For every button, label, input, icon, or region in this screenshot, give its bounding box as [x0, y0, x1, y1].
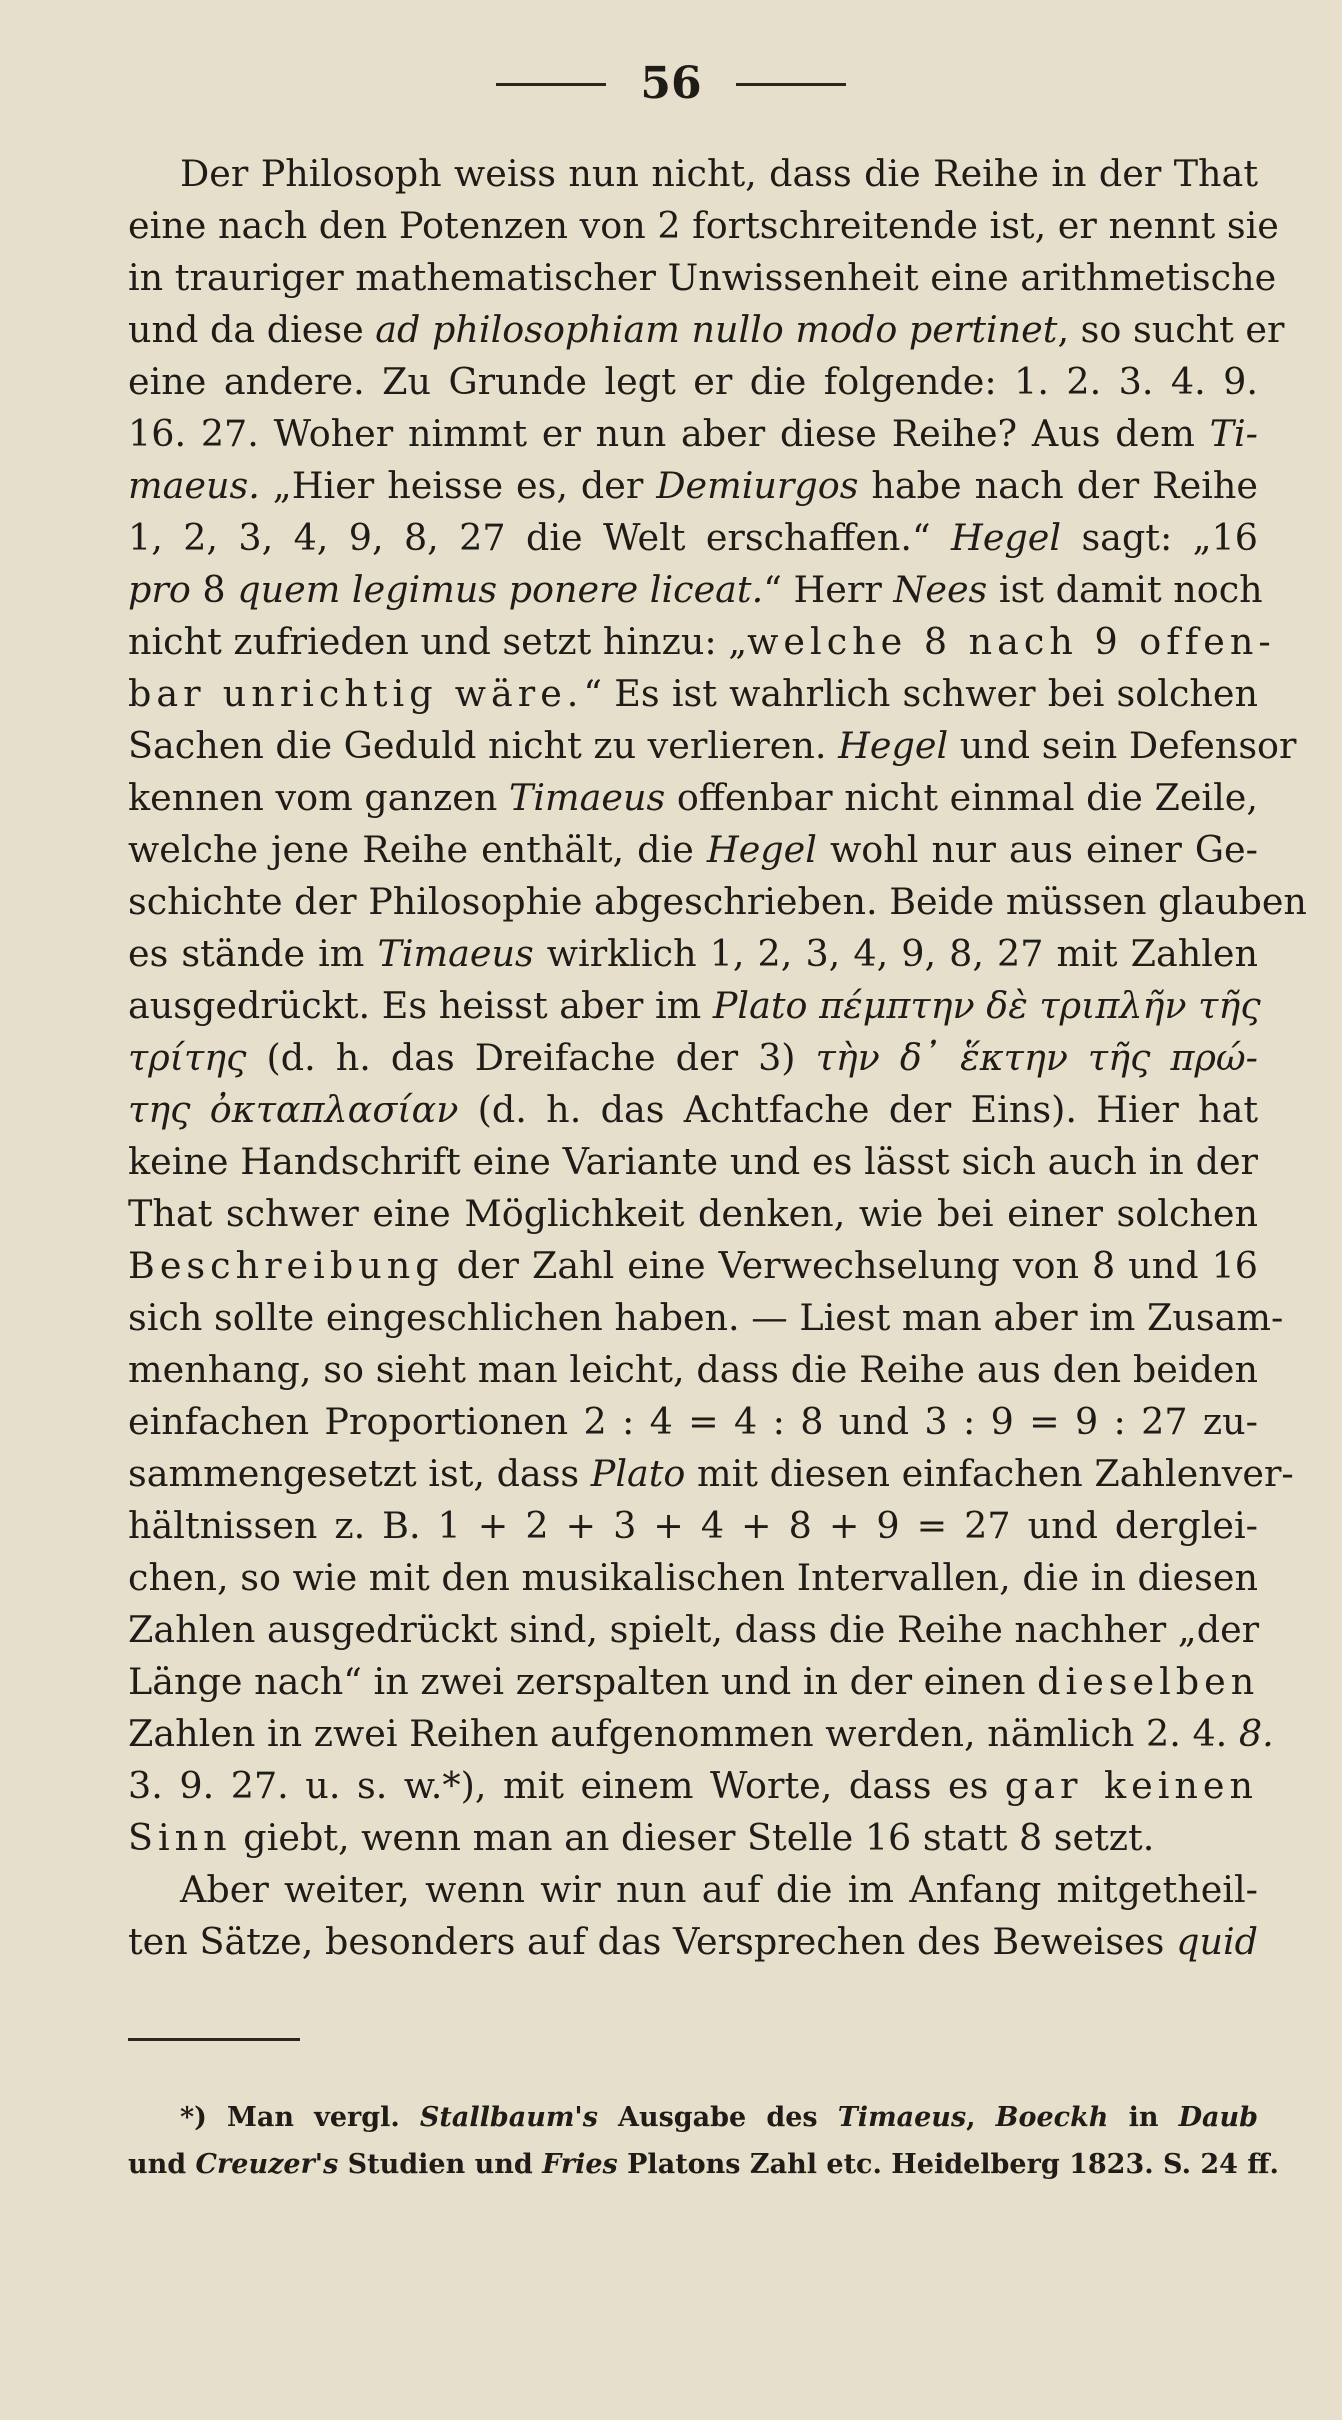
- paragraph1-text: Beschreibung: [128, 1244, 444, 1287]
- paragraph1-line: [128, 408, 1258, 460]
- paragraph1-line: [128, 1084, 1258, 1136]
- paragraph1-text: Timaeus: [509, 776, 666, 819]
- paragraph1-text: sich sollte eingeschlichen haben. — Liest man aber im Zusam-: [128, 1296, 1284, 1339]
- paragraph1-text: Plato: [712, 984, 808, 1027]
- paragraph1-text: „Hier heisse es, der: [259, 464, 657, 507]
- paragraph1-text: giebt, wenn man an dieser Stelle 16 statt 8 setzt.: [231, 1816, 1155, 1859]
- paragraph1-text: es stände im: [128, 932, 378, 975]
- paragraph1-text: maeus.: [128, 464, 260, 507]
- paragraph1-text: welche 8 nach 9 offen-: [747, 620, 1276, 663]
- footnote-text: ,: [966, 2102, 996, 2133]
- paragraph1-text: wirklich 1, 2, 3, 4, 9, 8, 27 mit Zahlen: [533, 932, 1259, 975]
- paragraph1-text: ist damit noch: [987, 568, 1263, 611]
- paragraph1-text: kennen vom ganzen: [128, 776, 510, 819]
- header-dash-right: [736, 83, 846, 86]
- paragraph1-text: bar unrichtig wäre.: [128, 672, 584, 715]
- paragraph1-text: 16. 27. Woher nimmt er nun aber diese Reihe? Aus dem: [128, 412, 1210, 455]
- paragraph1-text: sammengesetzt ist, dass: [128, 1452, 591, 1495]
- paragraph1-text: (d. h. das Achtfache der Eins). Hier hat: [458, 1088, 1258, 1131]
- paragraph1-line: [128, 1760, 1258, 1812]
- paragraph1-line: [128, 356, 1258, 408]
- paragraph2-text: Aber weiter, wenn wir nun auf die im Anfang mitgetheil-: [180, 1868, 1258, 1911]
- paragraph1-line: [128, 720, 1297, 772]
- paragraph1-text: dieselben: [1037, 1660, 1260, 1703]
- paragraph1-text: Nees: [893, 568, 988, 611]
- footnote-text: Daub: [1178, 2102, 1258, 2133]
- paragraph1-line: [128, 1188, 1258, 1240]
- footnote-line: [128, 2141, 1279, 2188]
- paragraph1-text: gar keinen: [1004, 1764, 1258, 1807]
- paragraph1-text: ad philosophiam nullo modo pertinet: [375, 308, 1058, 351]
- paragraph1-text: Sachen die Geduld nicht zu verlieren.: [128, 724, 839, 767]
- paragraph1-text: eine nach den Potenzen von 2 fortschreitende ist, er nennt sie: [128, 204, 1279, 247]
- paragraph1-line: [128, 460, 1258, 512]
- paragraph1-line: [128, 928, 1258, 980]
- footnote-rule: [128, 2038, 300, 2041]
- paragraph1-line: [128, 252, 1277, 304]
- paragraph1-text: in trauriger mathematischer Unwissenheit eine arithmetische: [128, 256, 1277, 299]
- paragraph2-line: [128, 1864, 1258, 1916]
- paragraph1-line: [128, 1812, 1258, 1864]
- paragraph1-line: [128, 1344, 1258, 1396]
- paragraph1-text: ausgedrückt. Es heisst aber im: [128, 984, 713, 1027]
- footnote-line: [128, 2094, 1258, 2141]
- paragraph1-text: schichte der Philosophie abgeschrieben. Beide müssen glauben: [128, 880, 1307, 923]
- paragraph1-line: [128, 1448, 1294, 1500]
- paragraph1-text: Demiurgos: [656, 464, 859, 507]
- paragraph1-text: offenbar nicht einmal die Zeile,: [665, 776, 1258, 819]
- paragraph1-text: welche jene Reihe enthält, die: [128, 828, 707, 871]
- page-number: 56: [640, 58, 702, 109]
- paragraph1-line: [128, 304, 1285, 356]
- footnote-text: Platons Zahl etc. Heidelberg 1823. S. 24 ff.: [617, 2149, 1279, 2180]
- paragraph1-text: Plato: [590, 1452, 686, 1495]
- paragraph2-text: quid: [1176, 1920, 1258, 1963]
- paragraph1-text: Ti-: [1209, 412, 1258, 455]
- paragraph1-text: (d. h. das Dreifache der 3): [246, 1036, 816, 1079]
- footnote-text: Fries: [542, 2149, 618, 2180]
- paragraph2-text: ten Sätze, besonders auf das Versprechen des Beweises: [128, 1920, 1177, 1963]
- paragraph1-text: [808, 984, 820, 1027]
- header-dash-left: [496, 83, 606, 86]
- paragraph1-line: [128, 1552, 1258, 1604]
- paragraph1-line: [128, 1396, 1258, 1448]
- paragraph1-line: [128, 200, 1279, 252]
- paragraph-1: [128, 148, 1307, 1864]
- paragraph1-text: Länge nach“ in zwei zerspalten und in der einen: [128, 1660, 1038, 1703]
- paragraph1-line: [128, 512, 1258, 564]
- paragraph1-text: habe nach der Reihe: [858, 464, 1259, 507]
- paragraph1-line: [128, 824, 1258, 876]
- paragraph1-text: einfachen Proportionen 2 : 4 = 4 : 8 und 3 : 9 = 9 : 27 zu-: [128, 1400, 1258, 1443]
- paragraph1-text: nicht zufrieden und setzt hinzu: „: [128, 620, 748, 663]
- paragraph1-text: Timaeus: [377, 932, 534, 975]
- paragraph1-text: 8.: [1238, 1712, 1274, 1755]
- paragraph-2: [128, 1864, 1258, 1968]
- main-text: [128, 148, 1307, 1968]
- paragraph1-text: keine Handschrift eine Variante und es lässt sich auch in der: [128, 1140, 1258, 1183]
- paragraph1-line: [128, 772, 1258, 824]
- paragraph1-text: hältnissen z. B. 1 + 2 + 3 + 4 + 8 + 9 = 27 und derglei-: [128, 1504, 1258, 1547]
- paragraph1-line: [128, 1292, 1284, 1344]
- paragraph1-text: της ὀκταπλασίαν: [128, 1088, 459, 1131]
- paragraph1-text: eine andere. Zu Grunde legt er die folgende: 1. 2. 3. 4. 9.: [128, 360, 1258, 403]
- paragraph1-text: der Zahl eine Verwechselung von 8 und 16: [443, 1244, 1258, 1287]
- paragraph1-line: [128, 564, 1263, 616]
- paragraph1-text: Zahlen in zwei Reihen aufgenommen werden, nämlich 2. 4.: [128, 1712, 1239, 1755]
- paragraph1-line: [128, 1136, 1258, 1188]
- paragraph1-line: [128, 1604, 1258, 1656]
- paragraph1-line: [128, 1500, 1258, 1552]
- footnote-text: Boeckh: [995, 2102, 1109, 2133]
- paragraph1-text: τὴν δ᾽ ἕκτην τῆς πρώ-: [815, 1036, 1259, 1079]
- paragraph1-text: pro: [128, 568, 191, 611]
- paragraph1-line: [128, 668, 1258, 720]
- paragraph1-text: 3. 9. 27. u. s. w.*), mit einem Worte, dass es: [128, 1764, 1005, 1807]
- paragraph1-text: und sein Defensor: [948, 724, 1297, 767]
- paragraph1-text: wohl nur aus einer Ge-: [816, 828, 1258, 871]
- paragraph1-text: quem legimus ponere liceat.: [237, 568, 764, 611]
- paragraph1-line: [128, 1656, 1258, 1708]
- paragraph1-text: πέμπτην δὲ τριπλῆν τῆς: [819, 984, 1261, 1027]
- paragraph1-text: sagt: „16: [1061, 516, 1258, 559]
- paragraph1-text: 8: [190, 568, 238, 611]
- paragraph1-text: menhang, so sieht man leicht, dass die Reihe aus den beiden: [128, 1348, 1258, 1391]
- paragraph1-text: Der Philosoph weiss nun nicht, dass die Reihe in der That: [180, 152, 1258, 195]
- paragraph1-text: Hegel: [706, 828, 817, 871]
- footnote-text: Stallbaum's: [419, 2102, 598, 2133]
- paragraph1-text: “ Es ist wahrlich schwer bei solchen: [583, 672, 1258, 715]
- paragraph1-text: 1, 2, 3, 4, 9, 8, 27 die Welt erschaffen.“: [128, 516, 951, 559]
- footnote-text: Timaeus: [837, 2102, 967, 2133]
- paragraph1-text: und da diese: [128, 308, 376, 351]
- paragraph1-line: [128, 1240, 1258, 1292]
- paragraph1-text: Zahlen ausgedrückt sind, spielt, dass die Reihe nachher „der: [128, 1608, 1260, 1651]
- paragraph1-text: , so sucht er: [1057, 308, 1285, 351]
- footnote-text: Creuzer's: [195, 2149, 339, 2180]
- paragraph1-line: [128, 980, 1261, 1032]
- paragraph1-line: [128, 1032, 1258, 1084]
- footnote-text: in: [1108, 2102, 1179, 2133]
- paragraph1-text: τρίτης: [128, 1036, 247, 1079]
- paragraph1-text: mit diesen einfachen Zahlenver-: [685, 1452, 1294, 1495]
- paragraph2-line: [128, 1916, 1258, 1968]
- paragraph1-line: [128, 616, 1276, 668]
- paragraph1-text: Sinn: [128, 1816, 232, 1859]
- footnote-text: Ausgabe des: [597, 2102, 838, 2133]
- footnote-text: Studien und: [338, 2149, 543, 2180]
- page-header: [0, 58, 1342, 109]
- paragraph1-text: That schwer eine Möglichkeit denken, wie bei einer solchen: [128, 1192, 1258, 1235]
- paragraph1-text: Hegel: [838, 724, 949, 767]
- footnote: [128, 2094, 1279, 2188]
- paragraph1-line: [128, 148, 1258, 200]
- paragraph1-text: “ Herr: [763, 568, 894, 611]
- paragraph1-line: [128, 1708, 1274, 1760]
- paragraph1-text: chen, so wie mit den musikalischen Intervallen, die in diesen: [128, 1556, 1258, 1599]
- paragraph1-text: Hegel: [951, 516, 1062, 559]
- footnote-text: und: [128, 2149, 196, 2180]
- paragraph1-line: [128, 876, 1307, 928]
- footnote-text: *) Man vergl.: [180, 2102, 420, 2133]
